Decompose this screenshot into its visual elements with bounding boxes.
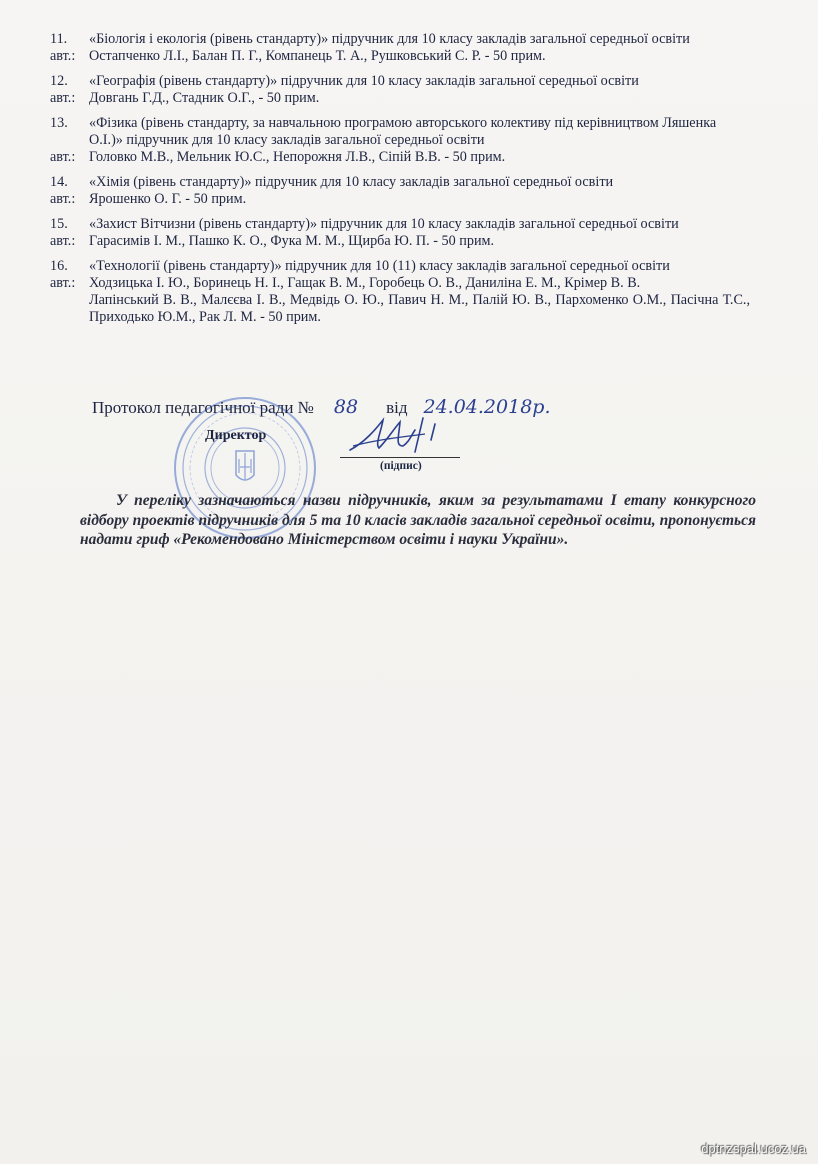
protocol-label: Протокол педагогічної ради № [92,398,314,417]
protocol-date: 24.04.2018р. [423,396,551,418]
authors-label: авт.: [50,191,76,207]
item-title: «Хімія (рівень стандарту)» підручник для 10 класу закладів загальної середньої освіти [89,174,614,190]
list-item [50,115,750,166]
list-item [50,258,750,326]
site-watermark: dptnzspal.ucoz.ua [701,1141,806,1156]
item-number: 16. [50,258,68,274]
item-title: «Фізика (рівень стандарту, за навчальною програмою авторського колективу під керівництвом Ляшенка О.І.)» підручник для 10 класу закладів загальної середньої освіти [89,115,717,148]
item-authors: Гарасимів І. М., Пашко К. О., Фука М. М., Щирба Ю. П. - 50 прим. [89,233,495,249]
footnote-paragraph: У переліку зазначаються назви підручників, яким за результатами І етапу конкурсного відбору проектів підручників для 5 та 10 класів закладів загальної середньої освіти, пропонується надати гриф «Рекомендовано Міністерством освіти і науки України». [80,492,756,548]
authors-label: авт.: [50,149,76,165]
signature-icon [345,412,465,457]
item-number: 12. [50,73,68,89]
signature-caption: (підпис) [380,460,422,472]
item-number: 13. [50,115,68,131]
item-authors: Ходзицька І. Ю., Боринець Н. І., Гащак В. М., Горобець О. В., Даниліна Е. М., Крімер В. В. [89,275,641,291]
director-label: Директор [205,428,267,443]
item-title: «Технології (рівень стандарту)» підручник для 10 (11) класу закладів загальної середньої освіти [89,258,670,274]
protocol-line [92,396,551,418]
list-item [50,174,750,208]
item-authors: Остапченко Л.І., Балан П. Г., Компанець Т. А., Рушковський С. Р. - 50 прим. [89,48,546,64]
list-item [50,216,750,250]
item-authors: Головко М.В., Мельник Ю.С., Непорожня Л.В., Сіпій В.В. - 50 прим. [89,149,506,165]
list-item [50,73,750,107]
protocol-number: 88 [333,396,359,418]
protocol-from-label: від [386,398,408,417]
item-authors: Ярошенко О. Г. - 50 прим. [89,191,247,207]
signature-line [340,457,460,458]
item-authors-continued: Лапінський В. В., Малєєва І. В., Медвідь О. Ю., Павич Н. М., Палій Ю. В., Пархоменко О.М., Пасічна Т.С., Приходько Ю.М., Рак Л. М. - 50 прим. [89,292,750,325]
authors-label: авт.: [50,90,76,106]
item-title: «Біологія і екологія (рівень стандарту)» підручник для 10 класу закладів загальної середньої освіти [89,31,690,47]
textbook-list [50,31,750,334]
authors-label: авт.: [50,48,76,64]
item-title: «Географія (рівень стандарту)» підручник для 10 класу закладів загальної середньої освіти [89,73,639,89]
authors-label: авт.: [50,275,76,291]
authors-label: авт.: [50,233,76,249]
list-item [50,31,750,65]
item-number: 11. [50,31,68,47]
item-title: «Захист Вітчизни (рівень стандарту)» підручник для 10 класу закладів загальної середньої освіти [89,216,679,232]
item-number: 14. [50,174,68,190]
item-number: 15. [50,216,68,232]
item-authors: Довгань Г.Д., Стадник О.Г., - 50 прим. [89,90,320,106]
